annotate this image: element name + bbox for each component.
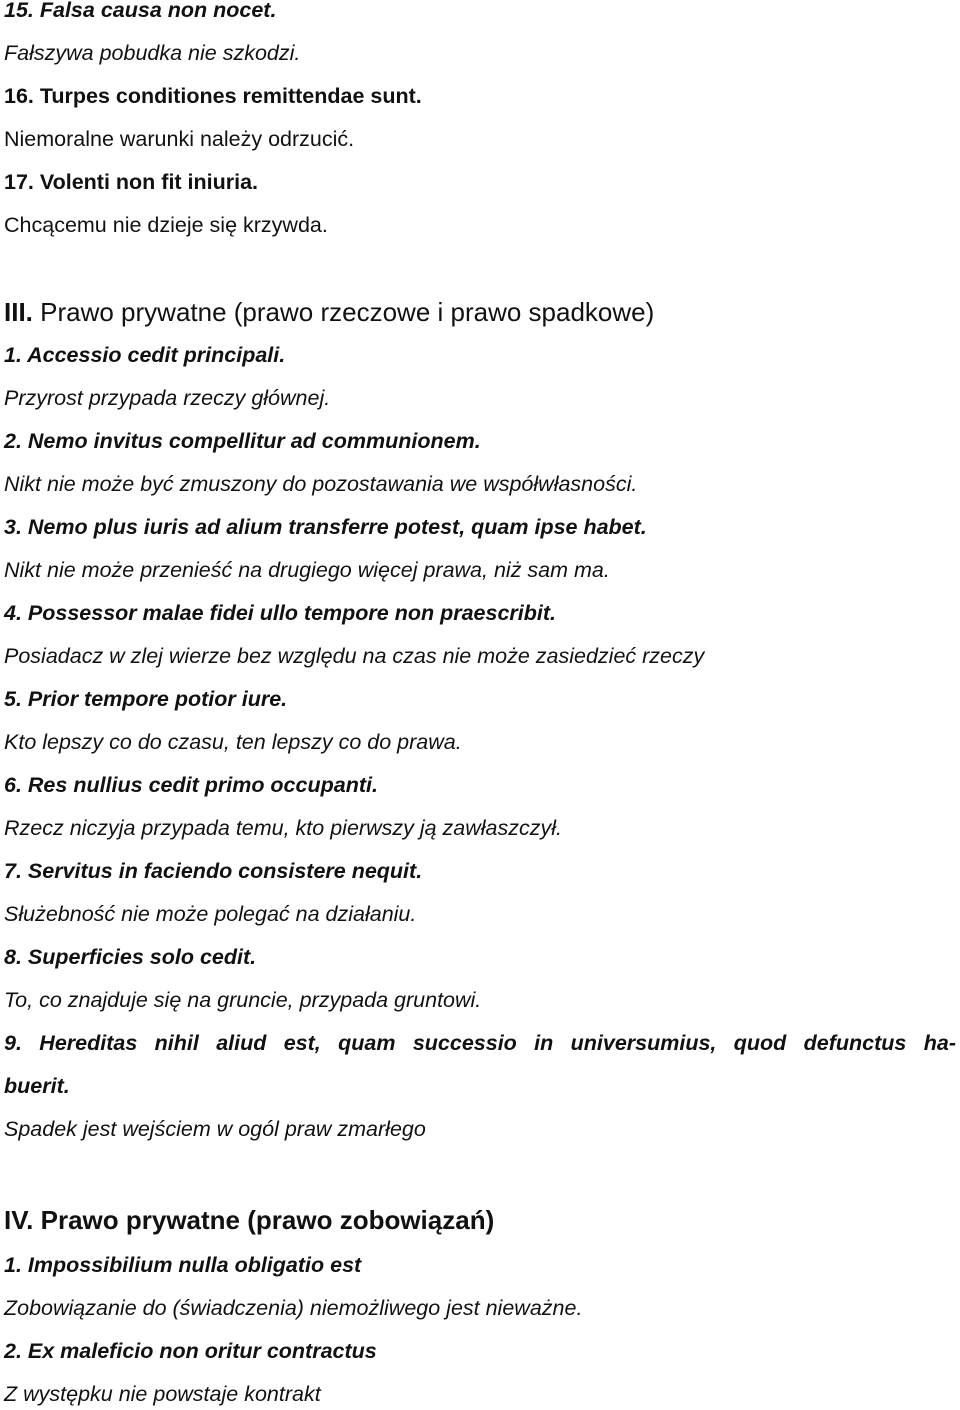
section-iv-maxim-1-polish: Zobowiązanie do (świadczenia) niemożliwego jest nieważne. [4, 1296, 583, 1320]
section-iii-maxim-9-latin-line1: 9. Hereditas nihil aliud est, quam successio in universumius, quod defunctus ha- [4, 1031, 956, 1055]
section-iii-maxim-1-latin: 1. Accessio cedit principali. [4, 343, 286, 367]
maxim-17-latin: 17. Volenti non fit iniuria. [4, 170, 259, 194]
section-iv-heading: IV. Prawo prywatne (prawo zobowiązań) [4, 1205, 495, 1235]
section-iii-maxim-2-latin: 2. Nemo invitus compellitur ad communionem. [4, 429, 481, 453]
section-iii-maxim-9-polish: Spadek jest wejściem w ogól praw zmarłego [4, 1117, 426, 1141]
section-iii-maxim-4-latin: 4. Possessor malae fidei ullo tempore non praescribit. [4, 601, 557, 625]
maxim-16-latin: 16. Turpes conditiones remittendae sunt. [4, 84, 422, 108]
maxim-17-polish: Chcącemu nie dzieje się krzywda. [4, 213, 328, 237]
section-iii-maxim-7-latin: 7. Servitus in faciendo consistere nequit. [4, 859, 423, 883]
section-iii-number: III. [4, 297, 33, 327]
section-iv-maxim-1-latin: 1. Impossibilium nulla obligatio est [4, 1253, 362, 1277]
section-iii-maxim-3-latin: 3. Nemo plus iuris ad alium transferre potest, quam ipse habet. [4, 515, 647, 539]
section-iii-maxim-9-latin-line2: buerit. [4, 1074, 70, 1098]
section-iii-maxim-2-polish: Nikt nie może być zmuszony do pozostawania we współwłasności. [4, 472, 638, 496]
maxim-16-polish: Niemoralne warunki należy odrzucić. [4, 127, 355, 151]
section-iii-title: Prawo prywatne (prawo rzeczowe i prawo spadkowe) [32, 297, 655, 327]
section-iii-maxim-7-polish: Służebność nie może polegać na działaniu. [4, 902, 417, 926]
section-iii-maxim-6-polish: Rzecz niczyja przypada temu, kto pierwszy ją zawłaszczył. [4, 816, 562, 840]
section-iii-heading [4, 299, 654, 325]
section-iv-maxim-2-latin: 2. Ex maleficio non oritur contractus [4, 1339, 377, 1363]
section-iii-maxim-1-polish: Przyrost przypada rzeczy głównej. [4, 386, 331, 410]
section-iii-maxim-3-polish: Nikt nie może przenieść na drugiego więcej prawa, niż sam ma. [4, 558, 610, 582]
section-iii-maxim-5-latin: 5. Prior tempore potior iure. [4, 687, 288, 711]
section-iii-maxim-8-polish: To, co znajduje się na gruncie, przypada gruntowi. [4, 988, 482, 1012]
section-iii-maxim-5-polish: Kto lepszy co do czasu, ten lepszy co do prawa. [4, 730, 462, 754]
section-iv-maxim-2-polish: Z występku nie powstaje kontrakt [4, 1382, 321, 1406]
section-iii-maxim-6-latin: 6. Res nullius cedit primo occupanti. [4, 773, 378, 797]
section-iii-maxim-4-polish: Posiadacz w zlej wierze bez względu na czas nie może zasiedzieć rzeczy [4, 644, 705, 668]
section-iii-maxim-8-latin: 8. Superficies solo cedit. [4, 945, 257, 969]
maxim-15-latin: 15. Falsa causa non nocet. [4, 0, 277, 22]
maxim-15-polish: Fałszywa pobudka nie szkodzi. [4, 41, 301, 65]
